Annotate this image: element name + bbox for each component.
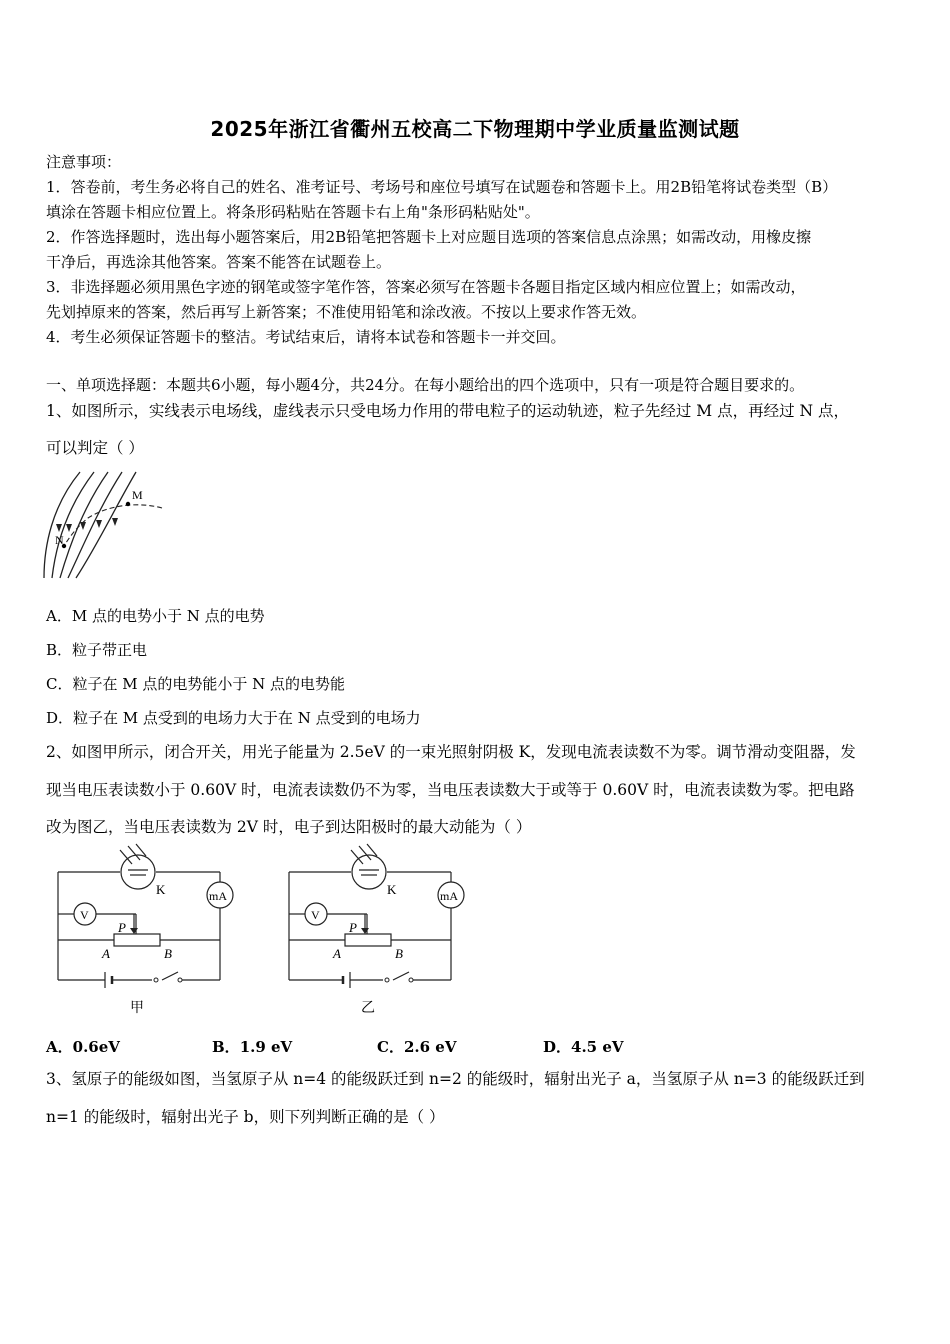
- label-ma: mA: [209, 889, 227, 903]
- label-v: V: [311, 908, 320, 922]
- q1-option-a: A．M 点的电势小于 N 点的电势: [46, 607, 265, 625]
- label-b: B: [395, 946, 403, 961]
- notice-line: 1．答卷前，考生务必将自己的姓名、准考证号、考场号和座位号填写在试题卷和答题卡上。用2B铅笔将试卷类型（B）: [46, 178, 838, 196]
- field-line: [76, 472, 136, 578]
- q1-option-d: D．粒子在 M 点受到的电场力大于在 N 点受到的电场力: [46, 709, 421, 727]
- section-heading: 一、单项选择题：本题共6小题，每小题4分，共24分。在每小题给出的四个选项中，只有一项是符合题目要求的。: [46, 376, 805, 394]
- q1-option-b: B．粒子带正电: [46, 641, 148, 659]
- q2-option-c: C．2.6 eV: [377, 1038, 457, 1056]
- q2-stem-cont: 现当电压表读数小于 0.60V 时，电流表读数仍不为零，当电压表读数大于或等于 0.60V 时，电流表读数为零。把电路: [46, 781, 855, 799]
- notice-heading: 注意事项：: [46, 153, 122, 171]
- q2-option-a: A．0.6eV: [46, 1038, 120, 1056]
- slider-arrow-icon: [361, 928, 369, 934]
- label-n: N: [55, 533, 64, 547]
- arrow-icon: [96, 520, 102, 528]
- page-title: 2025年浙江省衢州五校高二下物理期中学业质量监测试题: [210, 117, 740, 141]
- label-b: B: [164, 946, 172, 961]
- field-line: [44, 472, 80, 578]
- label-ma: mA: [440, 889, 458, 903]
- label-a: A: [333, 946, 341, 961]
- arrow-icon: [112, 518, 118, 526]
- field-line: [68, 472, 122, 578]
- figure-caption: 乙: [361, 1001, 375, 1016]
- q3-stem-cont: n=1 的能级时，辐射出光子 b，则下列判断正确的是（ ）: [46, 1108, 445, 1126]
- label-k: K: [387, 882, 397, 897]
- arrow-icon: [56, 524, 62, 532]
- label-v: V: [80, 908, 89, 922]
- arrow-icon: [66, 524, 72, 532]
- circuit-diagram-yi: [281, 842, 481, 1024]
- rheostat: [114, 934, 160, 946]
- q1-option-c: C．粒子在 M 点的电势能小于 N 点的电势能: [46, 675, 346, 693]
- notice-line: 干净后，再选涂其他答案。答案不能答在试题卷上。: [46, 253, 392, 271]
- q1-stem: 1、如图所示，实线表示电场线，虚线表示只受电场力作用的带电粒子的运动轨迹，粒子先经过 M 点，再经过 N 点，: [46, 402, 850, 420]
- notice-line: 先划掉原来的答案，然后再写上新答案；不准使用铅笔和涂改液。不按以上要求作答无效。: [46, 303, 647, 321]
- point-m-dot: [126, 502, 130, 506]
- label-a: A: [102, 946, 110, 961]
- q3-stem: 3、氢原子的能级如图，当氢原子从 n=4 的能级跃迁到 n=2 的能级时，辐射出光子 a，当氢原子从 n=3 的能级跃迁到: [46, 1070, 865, 1088]
- notice-line: 填涂在答题卡相应位置上。将条形码粘贴在答题卡右上角"条形码粘贴处"。: [46, 203, 540, 221]
- label-m: M: [132, 488, 143, 502]
- arrow-icon: [80, 522, 86, 530]
- q2-stem: 2、如图甲所示，闭合开关，用光子能量为 2.5eV 的一束光照射阴极 K，发现电流表读数不为零。调节滑动变阻器，发: [46, 743, 856, 761]
- q2-option-b: B．1.9 eV: [212, 1038, 293, 1056]
- slider-arrow-icon: [130, 928, 138, 934]
- label-p: P: [118, 920, 126, 935]
- notice-line: 3．非选择题必须用黑色字迹的钢笔或签字笔作答，答案必须写在答题卡各题目指定区域内相应位置上；如需改动，: [46, 278, 806, 296]
- q2-stem-cont: 改为图乙，当电压表读数为 2V 时，电子到达阳极时的最大动能为（ ）: [46, 818, 532, 836]
- phototube-icon: [121, 855, 155, 889]
- q2-option-d: D．4.5 eV: [543, 1038, 624, 1056]
- label-p: P: [349, 920, 357, 935]
- notice-line: 2．作答选择题时，选出每小题答案后，用2B铅笔把答题卡上对应题目选项的答案信息点涂黑；如需改动，用橡皮擦: [46, 228, 812, 246]
- notice-line: 4．考生必须保证答题卡的整洁。考试结束后，请将本试卷和答题卡一并交回。: [46, 328, 566, 346]
- phototube-icon: [352, 855, 386, 889]
- circuit-diagram-jia: [50, 842, 250, 1024]
- label-k: K: [156, 882, 166, 897]
- figure-caption: 甲: [130, 1001, 144, 1016]
- rheostat: [345, 934, 391, 946]
- q1-stem-cont: 可以判定（ ）: [46, 439, 144, 457]
- field-line-figure: [40, 466, 170, 582]
